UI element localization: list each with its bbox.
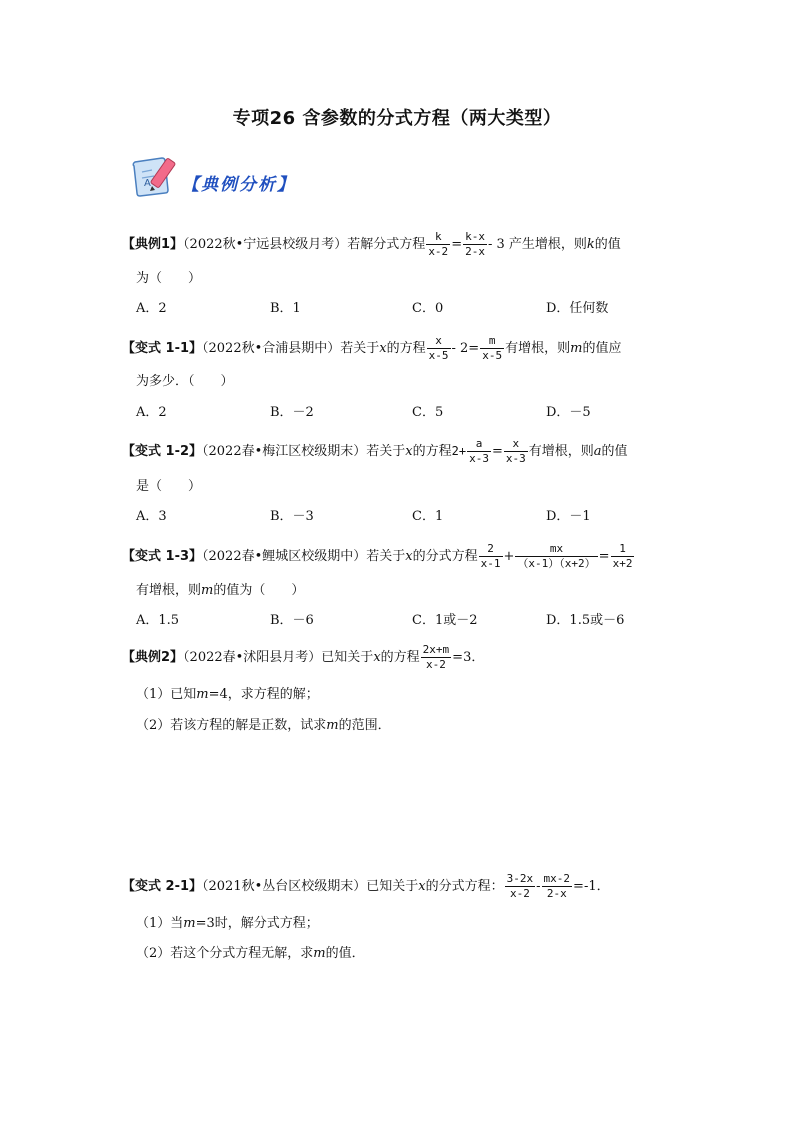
fraction: $\frac{k}{x-2}$ (428, 230, 449, 258)
option-a: A．2 (136, 405, 167, 420)
option-d: D．－5 (546, 405, 591, 420)
fraction: $\frac{m}{x-5}$ (482, 334, 503, 362)
svg-text:A: A (144, 178, 151, 189)
option-d: D．任何数 (546, 301, 609, 316)
fraction: $\frac{mx}{(x-1)(x+2)}$ (517, 542, 596, 570)
subquestion-1: （1）当m=3时，解分式方程； (136, 916, 319, 931)
question-4-stem: 【变式 1-3】（2022春•鲤城区校级期中）若关于x的分式方程 $\frac{2}{x-1}$ + $\frac{mx}{(x-1)(x+2)}$ = $\frac{1}{x+2}$ (122, 542, 633, 570)
pencil-paper-icon (128, 152, 184, 202)
question-text: （2022秋•宁远县校级月考）若解分式方程 (183, 237, 426, 252)
fraction: $\frac{2x+m}{x-2}$ (422, 643, 450, 671)
question-1-stem-cont: 为（ ） (136, 271, 202, 286)
question-4-stem-cont: 有增根，则m的值为（ ） (136, 583, 305, 598)
question-tag: 【典例1】 (122, 237, 184, 252)
subquestion-2: （2）若这个分式方程无解，求m的值． (136, 946, 365, 961)
option-b: B．1 (270, 301, 301, 316)
fraction: $\frac{a}{x-3}$ (469, 437, 489, 465)
subquestion-1: （1）已知m=4，求方程的解； (136, 687, 319, 702)
fraction: $\frac{mx-2}{2-x}$ (543, 872, 571, 900)
question-tag: 【变式 1-2】 (122, 444, 203, 459)
fraction: $\frac{x}{x-5}$ (428, 334, 449, 362)
option-b: B．－2 (270, 405, 314, 420)
question-3-stem: 【变式 1-2】（2022春•梅江区校级期末）若关于x的方程2+ $\frac{a}{x-3}$ = $\frac{x}{x-3}$ 有增根，则a的值 (122, 437, 628, 465)
fraction: $\frac{k-x}{2-x}$ (465, 230, 485, 258)
fraction: $\frac{3-2x}{x-2}$ (506, 872, 534, 900)
option-a: A．1.5 (136, 613, 180, 628)
question-tag: 【变式 1-3】 (122, 549, 203, 564)
option-d: D．1.5或－6 (546, 613, 625, 628)
question-tag: 【典例2】 (122, 650, 184, 665)
question-5-stem: 【典例2】（2022春•沭阳县月考）已知关于x的方程 $\frac{2x+m}{x-2}$ =3． (122, 643, 485, 671)
subquestion-2: （2）若该方程的解是正数，试求m的范围． (136, 718, 391, 733)
option-c: C．0 (412, 301, 444, 316)
banner-label: 【典例分析】 (182, 175, 296, 195)
page-title: 专项26 含参数的分式方程（两大类型） (232, 108, 562, 129)
option-a: A．2 (136, 301, 167, 316)
question-tag: 【变式 1-1】 (122, 341, 203, 356)
option-c: C．1或－2 (412, 613, 478, 628)
option-a: A．3 (136, 509, 167, 524)
option-d: D．－1 (546, 509, 591, 524)
option-c: C．1 (412, 509, 444, 524)
question-6-stem: 【变式 2-1】（2021秋•丛台区校级期末）已知关于x的分式方程： $\frac{3-2x}{x-2}$ - $\frac{mx-2}{2-x}$ =-1． (122, 872, 610, 900)
section-banner (128, 152, 328, 202)
question-3-stem-cont: 是（ ） (136, 479, 202, 494)
fraction: $\frac{1}{x+2}$ (612, 542, 633, 570)
question-2-stem-cont: 为多少．（ ） (136, 374, 234, 389)
fraction: $\frac{2}{x-1}$ (480, 542, 501, 570)
question-tag: 【变式 2-1】 (122, 879, 203, 894)
option-c: C．5 (412, 405, 444, 420)
option-b: B．－3 (270, 509, 314, 524)
question-1-stem: 【典例1】（2022秋•宁远县校级月考）若解分式方程 $\frac{k}{x-2}$ = $\frac{k-x}{2-x}$ - 3 产生增根，则k的值 (122, 230, 621, 258)
question-2-stem: 【变式 1-1】（2022秋•合浦县期中）若关于x的方程 $\frac{x}{x-5}$ - 2= $\frac{m}{x-5}$ 有增根，则m的值应 (122, 334, 622, 362)
fraction: $\frac{x}{x-3}$ (505, 437, 526, 465)
option-b: B．－6 (270, 613, 314, 628)
